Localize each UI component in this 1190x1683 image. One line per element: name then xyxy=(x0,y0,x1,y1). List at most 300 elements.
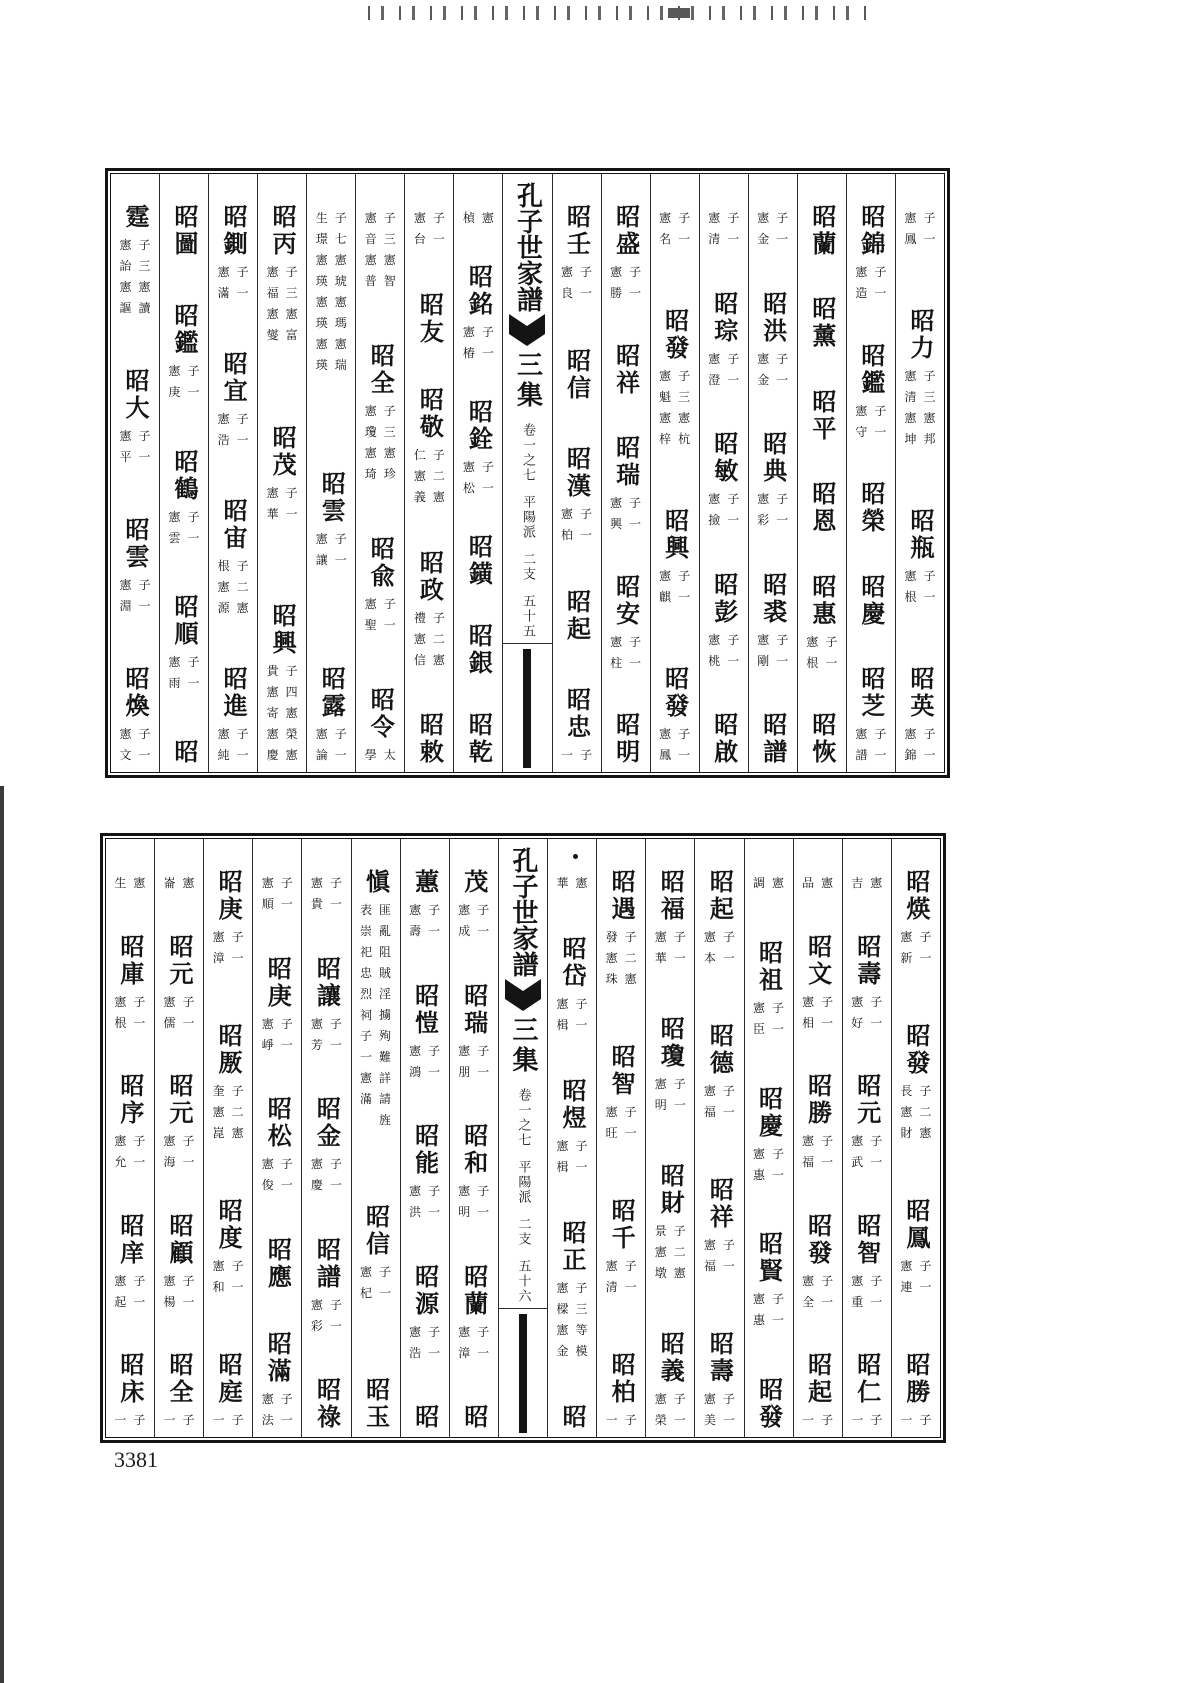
person-name: 昭元 xyxy=(852,1073,882,1127)
annotation-row: 珠憲 xyxy=(605,972,644,986)
annotation-row: 清一 xyxy=(605,1280,644,1294)
annotation xyxy=(358,745,403,766)
annotation-row: 憲子 xyxy=(605,1105,644,1119)
genealogy-entry xyxy=(856,481,886,535)
chapter-label: 卷一之七 xyxy=(515,1088,531,1148)
genealogy-entry xyxy=(603,574,648,674)
annotation xyxy=(407,445,452,508)
annotation xyxy=(304,1154,349,1196)
genealogy-column-right-5 xyxy=(699,174,748,772)
genealogy-entry xyxy=(807,296,837,351)
annotation xyxy=(407,208,452,250)
genealogy-entry xyxy=(701,291,746,391)
annotation-row: 憲子 xyxy=(802,1134,841,1148)
annotation-row: 憲子 xyxy=(458,903,497,917)
genealogy-entry xyxy=(750,572,795,672)
annotation xyxy=(304,1014,349,1056)
person-name: 昭顧 xyxy=(165,1212,195,1267)
annotation-row: 造一 xyxy=(855,286,894,300)
annotation-row: 剛一 xyxy=(757,653,796,668)
annotation-row: 鳳一 xyxy=(904,232,943,246)
continued-annotation xyxy=(309,204,354,376)
annotation xyxy=(157,992,202,1034)
annotation-row: 生子 xyxy=(315,211,354,225)
genealogy-entry xyxy=(848,343,893,443)
annotation xyxy=(451,1041,496,1083)
annotation xyxy=(795,1271,840,1313)
person-name: 昭恩 xyxy=(807,481,837,536)
annotation-row: 崇亂 xyxy=(360,924,399,938)
sub-branch-label: 二支 xyxy=(515,1217,531,1247)
annotation-row: 吉憲 xyxy=(851,876,890,890)
genealogy-column-left-1 xyxy=(449,839,498,1437)
annotation-row: 調憲 xyxy=(753,876,792,890)
annotation xyxy=(750,489,795,531)
person-name: 昭仁 xyxy=(852,1352,882,1406)
genealogy-entry xyxy=(848,666,893,766)
annotation-row: 憲子 xyxy=(900,930,939,944)
annotation-row: 相一 xyxy=(802,1015,841,1030)
annotation-row: 祀阻 xyxy=(360,945,399,959)
person-name: 昭元 xyxy=(165,1073,195,1127)
annotation xyxy=(211,556,256,619)
genealogy-entry xyxy=(255,956,300,1056)
annotation-row: 憲子 xyxy=(753,1292,792,1307)
annotation-row: 鳳一 xyxy=(659,748,698,762)
annotation-row: 憲憲 xyxy=(315,337,354,351)
annotation xyxy=(157,1271,202,1313)
annotation-row: 憲等 xyxy=(556,1323,595,1337)
genealogy-entry xyxy=(456,264,501,364)
person-name: 昭盛 xyxy=(611,204,641,258)
panel-inner-frame xyxy=(105,838,941,1438)
annotation xyxy=(897,366,942,450)
person-name: 昭庚 xyxy=(263,955,293,1010)
annotation xyxy=(304,1295,349,1337)
person-name: 昭能 xyxy=(410,1123,440,1177)
continued-annotation xyxy=(107,869,152,894)
annotation xyxy=(260,483,305,525)
annotation-row: 忠賊 xyxy=(360,966,399,980)
genealogy-entry xyxy=(353,1204,398,1304)
annotation xyxy=(648,927,693,969)
annotation-row: 憲憲 xyxy=(315,253,354,267)
person-name: 昭宜 xyxy=(219,351,249,405)
annotation-row: 學太 xyxy=(364,748,403,762)
annotation-row: 憲子 xyxy=(163,994,202,1009)
genealogy-entry xyxy=(754,1377,784,1431)
annotation xyxy=(599,1102,644,1144)
annotation-row: 憲子 xyxy=(119,238,158,252)
person-name: 昭松 xyxy=(263,1096,293,1150)
person-name: 昭柏 xyxy=(607,1352,637,1406)
annotation-row: 良一 xyxy=(561,286,600,300)
person-name: 昭全 xyxy=(165,1352,195,1406)
genealogy-entry xyxy=(856,573,886,628)
person-name: 昭宙 xyxy=(219,498,249,552)
person-name: 昭明 xyxy=(611,712,641,766)
annotation-row: 桃一 xyxy=(708,653,747,668)
annotation-row: 本一 xyxy=(703,951,742,965)
annotation-row: 連一 xyxy=(900,1280,939,1294)
annotation-row: 憲子 xyxy=(114,994,153,1009)
annotation-row: 憲子 xyxy=(561,506,600,521)
annotation xyxy=(157,873,202,894)
genealogy-entry xyxy=(648,869,693,969)
person-name: 昭 xyxy=(459,1404,489,1431)
genealogy-column-left-6 xyxy=(203,839,252,1437)
genealogy-column-left-3 xyxy=(355,174,404,772)
annotation-row: 漳一 xyxy=(458,1345,497,1360)
annotation-row: 憲子 xyxy=(561,265,600,279)
genealogy-entry xyxy=(358,343,403,485)
genealogy-entry xyxy=(844,934,889,1034)
annotation xyxy=(162,507,207,549)
annotation-row: 憲二 xyxy=(217,580,256,594)
genealogy-entry xyxy=(464,534,494,588)
annotation-row: 雲一 xyxy=(168,530,207,545)
person-name: 昭丙 xyxy=(268,204,298,258)
annotation xyxy=(701,630,746,672)
annotation-row: 貴一 xyxy=(310,897,349,911)
annotation-row: 樑三 xyxy=(556,1302,595,1316)
genealogy-entry xyxy=(844,1073,889,1173)
person-name: 昭文 xyxy=(803,933,833,988)
annotation-row: 憲子 xyxy=(163,1273,202,1288)
fishtail-mark-icon xyxy=(507,312,547,348)
annotation-row: 表匪 xyxy=(360,903,399,917)
genealogy-column-left-7 xyxy=(154,839,203,1437)
genealogy-entry xyxy=(697,1023,742,1123)
annotation-row: 詒三 xyxy=(119,259,158,273)
continued-annotation xyxy=(746,869,791,894)
genealogy-entry xyxy=(807,711,837,766)
annotation-row: 憲子 xyxy=(708,492,747,506)
person-name: 昭 xyxy=(170,739,200,766)
annotation-row: 墩憲 xyxy=(654,1266,693,1280)
annotation-row: 憲子 xyxy=(659,369,698,383)
annotation xyxy=(112,426,157,468)
annotation-row: 起一 xyxy=(114,1294,153,1309)
person-name: 昭滿 xyxy=(263,1331,293,1385)
annotation-row: 憲子 xyxy=(904,211,943,225)
annotation-row: 憲子 xyxy=(310,1157,349,1171)
continued-annotation xyxy=(795,869,840,894)
annotation-row: 錦一 xyxy=(904,748,943,762)
genealogy-entry xyxy=(844,1352,889,1431)
annotation xyxy=(750,630,795,672)
annotation xyxy=(456,322,501,364)
annotation-row: 奎子 xyxy=(212,1084,251,1098)
annotation-row: 椿一 xyxy=(462,346,501,360)
annotation-row: 憲子 xyxy=(610,265,649,279)
continued-annotation xyxy=(897,204,942,250)
genealogy-column-left-2 xyxy=(404,174,453,772)
genealogy-entry xyxy=(652,508,697,608)
genealogy-entry xyxy=(353,869,398,1131)
annotation-row: 楨憲 xyxy=(462,211,501,225)
annotation-row: 憲子 xyxy=(708,351,747,366)
annotation-row: 禮子 xyxy=(413,610,452,625)
genealogy-entry xyxy=(263,1236,293,1291)
annotation xyxy=(848,724,893,766)
person-name: 昭慶 xyxy=(856,573,886,628)
annotation-row: 明一 xyxy=(458,1205,497,1219)
annotation xyxy=(844,873,889,894)
annotation-row: 漳一 xyxy=(212,951,251,965)
ink-dot xyxy=(573,854,578,859)
annotation-row: 明一 xyxy=(654,1098,693,1112)
person-name: 昭榮 xyxy=(856,481,886,535)
annotation-row: 普智 xyxy=(364,274,403,288)
annotation-row: 憲子 xyxy=(900,1259,939,1273)
annotation xyxy=(112,235,157,319)
genealogy-entry xyxy=(415,291,445,346)
annotation-row: 憲子 xyxy=(364,597,403,611)
annotation-row: 新一 xyxy=(900,951,939,965)
annotation xyxy=(255,1014,300,1056)
annotation-row: 憲子 xyxy=(409,903,448,917)
genealogy-column-left-8 xyxy=(111,174,159,772)
genealogy-entry xyxy=(304,1096,349,1196)
genealogy-entry xyxy=(402,983,447,1083)
annotation xyxy=(897,724,942,766)
center-margin-column xyxy=(498,839,547,1437)
annotation-row: 憲子 xyxy=(708,211,747,225)
annotation-row: 慶憲 xyxy=(266,748,305,762)
genealogy-entry xyxy=(211,498,256,619)
continued-annotation xyxy=(456,204,501,229)
person-name: 昭令 xyxy=(366,687,396,741)
annotation-row: 武一 xyxy=(851,1155,890,1169)
genealogy-column-right-7 xyxy=(601,174,650,772)
annotation-row: 一子 xyxy=(605,1413,644,1427)
person-name: 昭瓊 xyxy=(656,1016,686,1070)
annotation-row: 憲子 xyxy=(757,211,796,225)
person-name: 昭祖 xyxy=(754,939,784,994)
annotation xyxy=(897,208,942,250)
annotation xyxy=(211,409,256,451)
annotation-row: 崙憲 xyxy=(163,876,202,890)
genealogy-entry xyxy=(750,291,795,391)
genealogy-entry xyxy=(599,1198,644,1298)
annotation xyxy=(550,1136,595,1178)
annotation-row: 成一 xyxy=(458,924,497,938)
annotation xyxy=(746,873,791,894)
person-name: 昭勝 xyxy=(803,1073,833,1127)
genealogy-entry xyxy=(897,508,942,608)
person-name: 昭銘 xyxy=(464,264,494,318)
annotation-row: 和一 xyxy=(212,1280,251,1294)
annotation-row: 憲子 xyxy=(703,1238,742,1252)
annotation-row: 憲子 xyxy=(409,1043,448,1058)
annotation-row: 崑憲 xyxy=(212,1126,251,1140)
genealogy-entry xyxy=(799,574,844,674)
annotation xyxy=(599,927,644,990)
person-name: 昭 xyxy=(558,1404,588,1431)
genealogy-column-right-3 xyxy=(797,174,846,772)
genealogy-column-right-2 xyxy=(846,174,895,772)
annotation-row: 長子 xyxy=(900,1084,939,1098)
annotation-row: 憲子 xyxy=(310,876,349,890)
continued-annotation xyxy=(550,869,595,894)
annotation xyxy=(255,1154,300,1196)
annotation xyxy=(897,566,942,608)
genealogy-entry xyxy=(206,1023,251,1144)
person-name: 昭全 xyxy=(366,343,396,397)
annotation-row: 法一 xyxy=(261,1413,300,1427)
annotation-row: 憲二 xyxy=(605,951,644,965)
annotation-row: 憲子 xyxy=(654,1392,693,1406)
genealogy-entry xyxy=(162,449,207,549)
annotation xyxy=(402,900,447,942)
annotation-row: 旺一 xyxy=(605,1126,644,1140)
genealogy-column-right-1 xyxy=(895,174,944,772)
person-name: 昭瑞 xyxy=(459,982,489,1037)
annotation-row: 財憲 xyxy=(900,1126,939,1140)
annotation-row: 憲子 xyxy=(659,727,698,741)
annotation xyxy=(554,504,599,546)
person-name: 昭起 xyxy=(705,869,735,923)
scan-header-fragment xyxy=(368,6,873,20)
annotation-row: 論一 xyxy=(315,748,354,762)
genealogy-entry xyxy=(464,712,494,766)
center-black-rule xyxy=(519,1314,527,1433)
person-name: 昭順 xyxy=(170,593,200,648)
annotation-row: 景子 xyxy=(654,1224,693,1238)
person-name: 昭進 xyxy=(219,666,249,720)
annotation xyxy=(554,745,599,766)
genealogy-entry xyxy=(750,431,795,531)
person-name: 昭鍘 xyxy=(219,204,249,258)
annotation-row: 儒一 xyxy=(163,1015,202,1030)
person-name: 昭煐 xyxy=(901,869,931,923)
annotation-row: 憲子 xyxy=(409,1184,448,1198)
annotation-row: 清三 xyxy=(904,390,943,404)
annotation-row: 憲子 xyxy=(605,1259,644,1273)
annotation-row: 信憲 xyxy=(413,652,452,667)
annotation-row: 金模 xyxy=(556,1344,595,1358)
annotation-row: 憲子 xyxy=(806,634,845,649)
sub-branch-label: 二支 xyxy=(519,552,535,582)
annotation xyxy=(599,1256,644,1298)
panel-inner-frame xyxy=(110,173,945,773)
annotation-row: 聖一 xyxy=(364,618,403,632)
annotation-row: 憲子 xyxy=(315,532,354,546)
genealogy-entry xyxy=(758,712,788,766)
annotation xyxy=(402,1322,447,1364)
person-name: 昭芝 xyxy=(856,666,886,720)
annotation-row: 憲二 xyxy=(413,469,452,483)
person-name: 昭興 xyxy=(268,603,298,657)
annotation-row: 一子 xyxy=(900,1413,939,1427)
annotation-row: 憲子 xyxy=(168,364,207,379)
annotation xyxy=(795,1410,840,1431)
annotation-row: 憲子 xyxy=(458,1043,497,1058)
annotation-row: 勝一 xyxy=(610,286,649,300)
annotation-row: 楫一 xyxy=(556,1160,595,1174)
person-name: 昭薰 xyxy=(807,296,837,351)
annotation-row: 憲子 xyxy=(458,1184,497,1198)
annotation xyxy=(456,208,501,229)
annotation-row: 福一 xyxy=(703,1259,742,1273)
genealogy-entry xyxy=(107,1213,152,1313)
genealogy-entry xyxy=(402,1264,447,1364)
annotation-row: 浩一 xyxy=(409,1345,448,1360)
annotation-row: 憲二 xyxy=(212,1105,251,1119)
branch-label: 平陽派 xyxy=(519,495,535,540)
annotation-row: 燮富 xyxy=(266,328,305,342)
annotation-row: 憲子 xyxy=(462,460,501,474)
annotation xyxy=(162,652,207,694)
annotation xyxy=(107,1271,152,1313)
annotation-row: 惠一 xyxy=(753,1313,792,1328)
annotation-row: 憲憲 xyxy=(364,253,403,267)
annotation-row: 憲子 xyxy=(904,369,943,383)
person-name: 昭銓 xyxy=(464,399,494,453)
annotation xyxy=(550,873,595,894)
genealogy-entry xyxy=(107,934,152,1034)
annotation-row: 憲子 xyxy=(217,727,256,741)
genealogy-entry xyxy=(893,869,938,969)
annotation-row: 鴻一 xyxy=(409,1064,448,1079)
annotation-row: 守一 xyxy=(855,424,894,439)
annotation xyxy=(353,1262,398,1304)
annotation xyxy=(844,1271,889,1313)
annotation xyxy=(211,262,256,304)
annotation-row: 憲子 xyxy=(904,727,943,741)
annotation-row: 憲子 xyxy=(315,727,354,741)
annotation-row: 憲子 xyxy=(261,876,300,890)
genealogy-entry xyxy=(562,347,592,402)
annotation-row: 憲子 xyxy=(217,265,256,279)
annotation-row: 興一 xyxy=(610,517,649,531)
annotation-row: 楫一 xyxy=(556,1018,595,1032)
genealogy-column-left-8 xyxy=(106,839,154,1437)
annotation-row: 臣一 xyxy=(753,1021,792,1036)
annotation xyxy=(697,927,742,969)
person-name: 昭雲 xyxy=(120,517,150,571)
person-name: 昭乾 xyxy=(464,712,494,766)
annotation-row: 仁子 xyxy=(413,448,452,462)
person-name: 昭興 xyxy=(660,508,690,562)
annotation-row: 華憲 xyxy=(556,876,595,890)
annotation-row: 彩一 xyxy=(310,1318,349,1333)
annotation xyxy=(844,1410,889,1431)
annotation-row: 一子 xyxy=(851,1413,890,1427)
annotation-row: 憲子 xyxy=(757,492,796,506)
annotation-row: 旌 xyxy=(360,1113,399,1127)
annotation-row: 純一 xyxy=(217,748,256,762)
genealogy-entry xyxy=(309,471,354,571)
person-name: 昭蘭 xyxy=(459,1263,489,1318)
annotation xyxy=(255,873,300,915)
annotation-row: 憲子 xyxy=(119,578,158,592)
genealogy-entry xyxy=(255,1096,300,1196)
annotation-row: 憲憲 xyxy=(266,307,305,321)
annotation xyxy=(603,262,648,304)
annotation xyxy=(206,1256,251,1298)
genealogy-column-right-4 xyxy=(744,839,793,1437)
annotation-row: 根一 xyxy=(806,655,845,670)
annotation xyxy=(652,566,697,608)
genealogy-entry xyxy=(407,550,452,671)
genealogy-entry xyxy=(309,666,354,766)
genealogy-entry xyxy=(451,983,496,1083)
person-name: 昭譜 xyxy=(758,712,788,766)
genealogy-entry xyxy=(358,536,403,636)
annotation xyxy=(701,489,746,531)
